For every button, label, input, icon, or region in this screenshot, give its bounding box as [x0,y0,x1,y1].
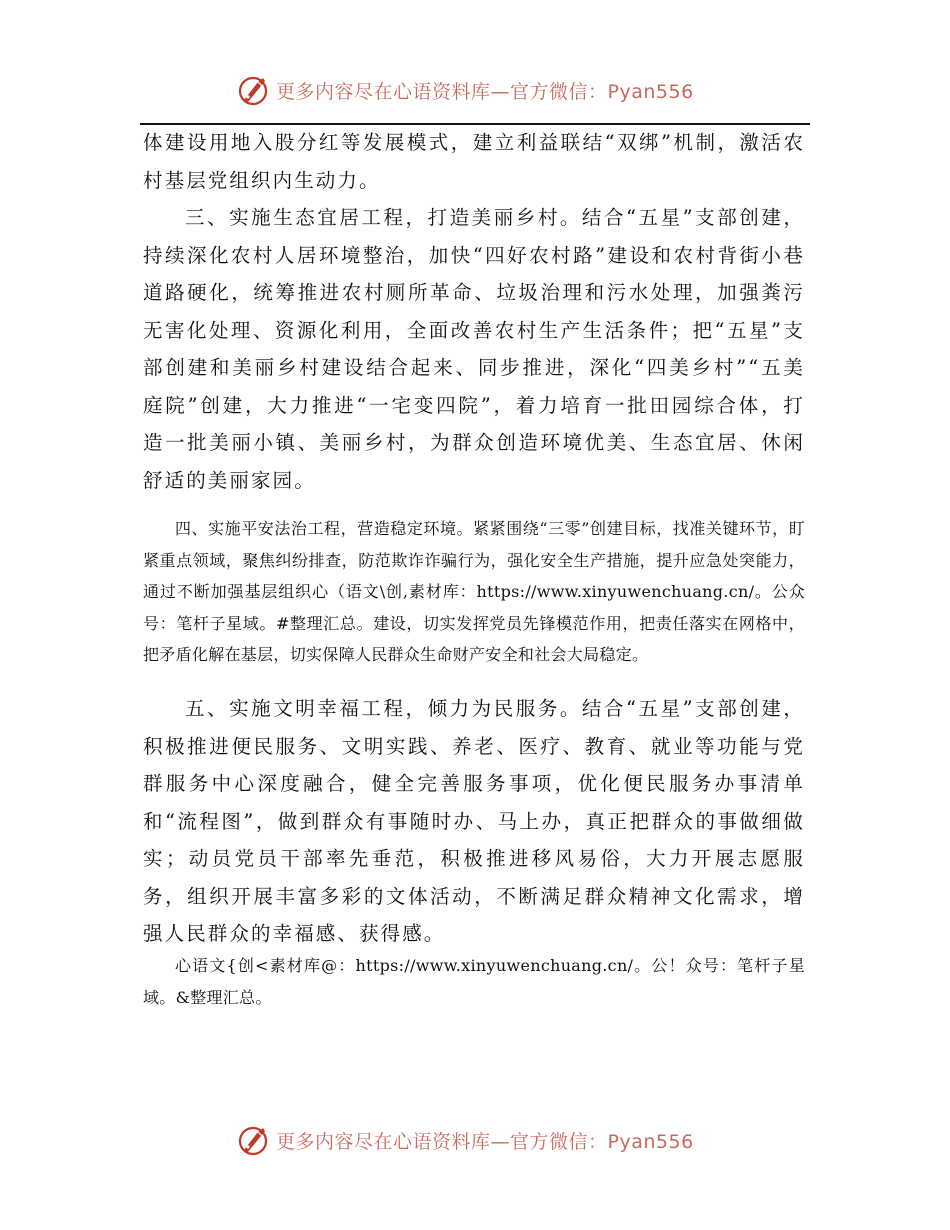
paragraph-continuation: 体建设用地入股分红等发展模式，建立利益联结“双绑”机制，激活农村基层党组织内生动力。 [143,131,805,192]
header-banner [0,68,950,112]
footer-banner-text: 更多内容尽在心语资料库—官方微信：Pyan556 [276,1130,694,1153]
paragraph-source-note: 心语文{创<素材库@：https://www.xinyuwenchuang.cn/。公！众号：笔杆子星域。&整理汇总。 [143,956,805,1007]
header-banner-content [236,68,694,112]
paragraph-section-three: 三、实施生态宜居工程，打造美丽乡村。结合“五星”支部创建，持续深化农村人居环境整治，加快“四好农村路”建设和农村背街小巷道路硬化，统筹推进农村厕所革命、垃圾治理和污水处理，加强粪污无害化处理、资源化利用，全面改善农村生产生活条件；把“五星”支部创建和美丽乡村建设结合起来、同步推进，深化“四美乡村”“五美庭院”创建，大力推进“一宅变四院”，着力培育一批田园综合体，打造一批美丽小镇、美丽乡村，为群众创造环境优美、生态宜居、休闲舒适的美丽家园。 [143,206,805,492]
footer-banner [0,1118,950,1162]
paragraph-section-five: 五、实施文明幸福工程，倾力为民服务。结合“五星”支部创建，积极推进便民服务、文明实践、养老、医疗、教育、就业等功能与党群服务中心深度融合，健全完善服务事项，优化便民服务办事清单和“流程图”，做到群众有事随时办、马上办，真正把群众的事做细做实；动员党员干部率先垂范，积极推进移风易俗，大力开展志愿服务，组织开展丰富多彩的文体活动，不断满足群众精神文化需求，增强人民群众的幸福感、获得感。 [143,697,805,945]
paragraph-section-four: 四、实施平安法治工程，营造稳定环境。紧紧围绕“三零”创建目标，找准关键环节，盯紧重点领域，聚焦纠纷排查，防范欺诈诈骗行为，强化安全生产措施，提升应急处突能力，通过不断加强基层组织心（语文\创,素材库：https://www.xinyuwenchuang.cn/。公众号：笔杆子星域。#整理汇总。建设，切实发挥党员先锋模范作用，把责任落实在网格中，把矛盾化解在基层，切实保障人民群众生命财产安全和社会大局稳定。 [143,519,805,664]
pen-nib-logo-icon [236,72,272,108]
footer-banner-content [236,1118,694,1162]
header-banner-text: 更多内容尽在心语资料库—官方微信：Pyan556 [276,80,694,103]
pen-nib-logo-icon [236,1122,272,1158]
